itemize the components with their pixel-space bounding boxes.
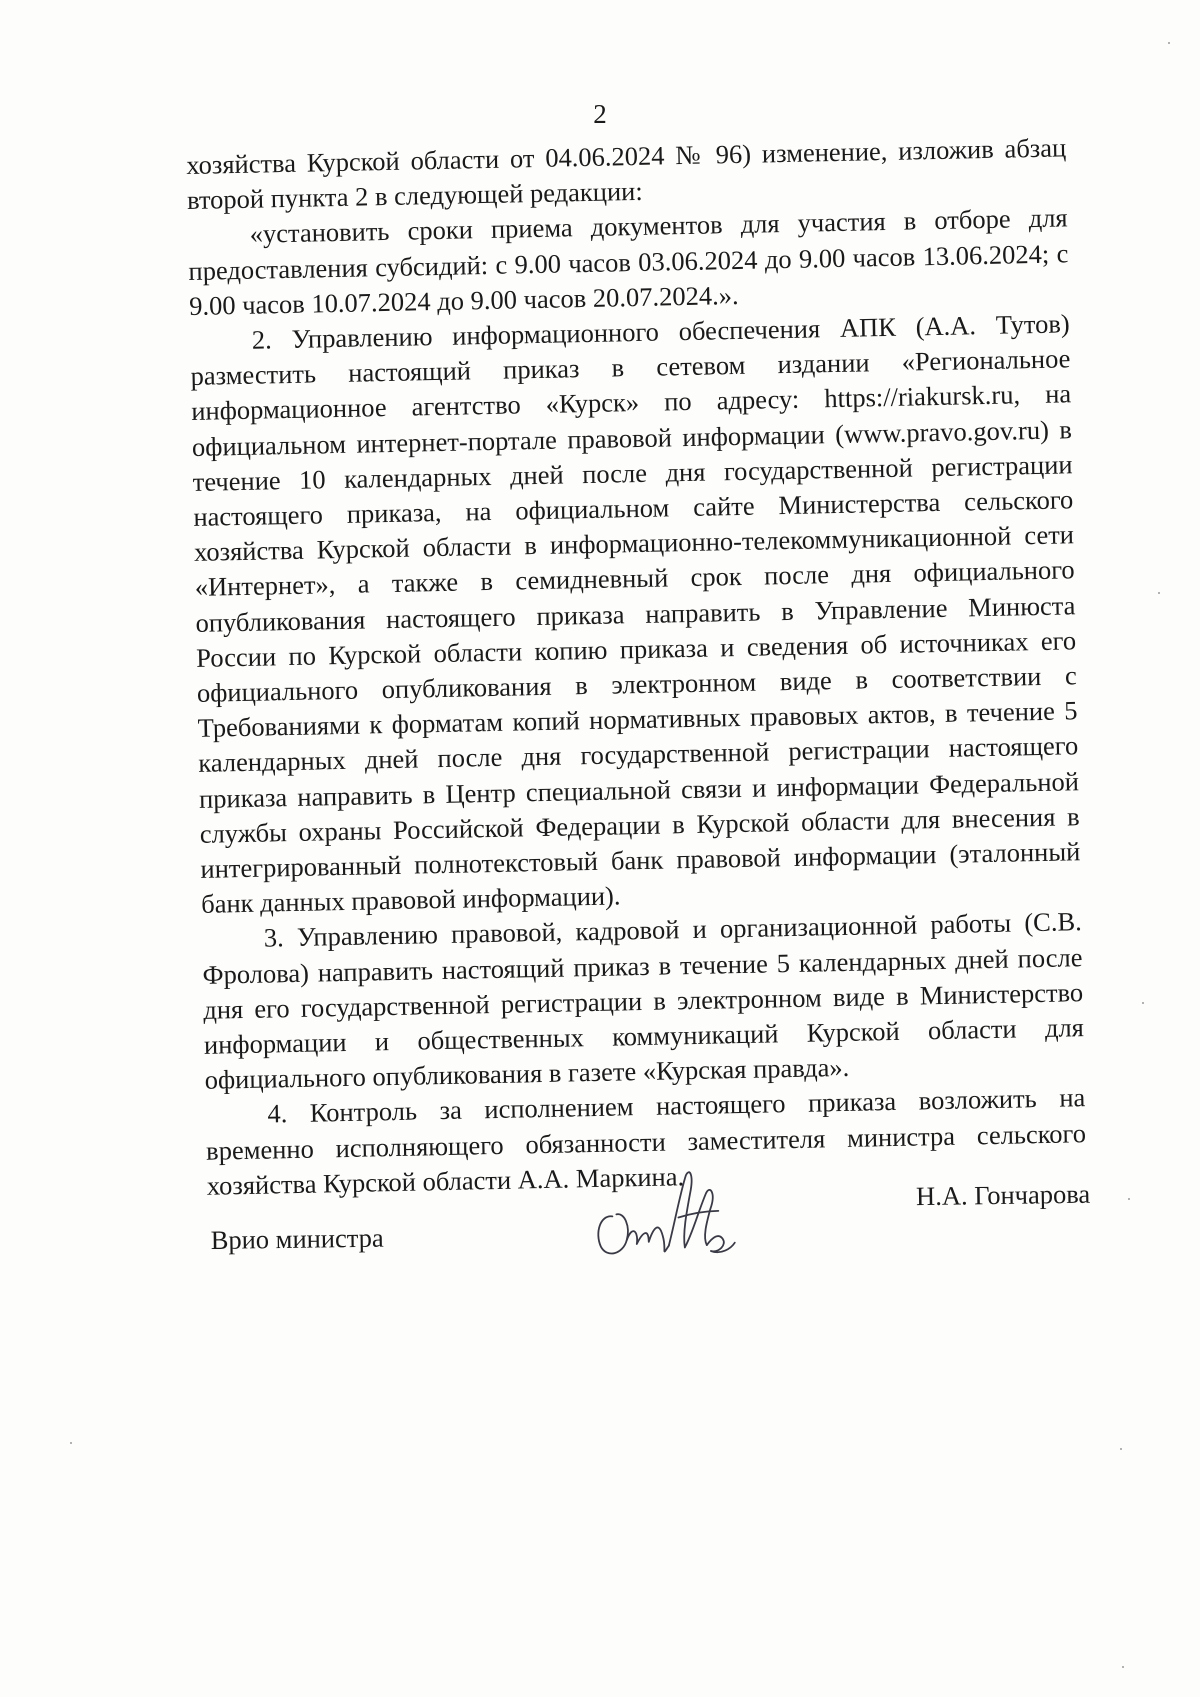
signatory-title: Врио министра (210, 1222, 384, 1255)
scan-speck (1122, 1666, 1124, 1668)
signatory-name: Н.А. Гончарова (915, 1178, 1091, 1212)
scan-speck (1142, 1002, 1144, 1004)
signature-block (210, 1178, 1092, 1310)
scan-speck (1128, 1198, 1130, 1200)
paragraph-item-4: 4. Контроль за исполнением настоящего приказа возложить на временно исполняющего обязанности заместителя министра сельского хозяйства Курской области А.А. Маркина. (205, 1082, 1087, 1201)
paragraph-item-3: 3. Управлению правовой, кадровой и организационной работы (С.В. Фролова) направить настоящий приказ в течение 5 календарных дней после дня его государственной регистрации в электронном виде в Министерство информации и общественных коммуникаций Курской области для официального опубликования в газете «Курская правда». (202, 906, 1085, 1096)
scan-speck (1158, 592, 1160, 594)
scan-speck (1168, 42, 1170, 44)
paragraph-continuation: хозяйства Курской области от 04.06.2024 № 96) изменение, изложив абзац второй пункта 2 в следующей редакции: (186, 132, 1067, 216)
paragraph-item-2: 2. Управлению информационного обеспечения АПК (А.А. Тутов) разместить настоящий приказ в сетевом издании «Региональное информационное агентство «Курск» по адресу: https://riakursk.ru, на официальном интернет-портале правовой информации (www.pravo.gov.ru) в течение 10 календарных дней после дня государственной регистрации настоящего приказа, на официальном сайте Министерства сельского хозяйства Курской области в информационно-телекоммуникационной сети «Интернет», а также в семидневный срок после дня официального опубликования настоящего приказа направить в Управление Минюста России по Курской области копию приказа и сведения об источниках его официального опубликования в электронном виде в соответствии с Требованиями к форматам копий нормативных правовых актов, в течение 5 календарных дней после дня государственной регистрации настоящего приказа направить в Центр специальной связи и информации Федеральной службы охраны Российской Федерации в Курской области для внесения в интегрированный полнотекстовый банк правовой информации (эталонный банк данных правовой информации). (190, 308, 1081, 920)
page-number: 2 (593, 99, 607, 129)
paragraph-quoted-amendment: «установить сроки приема документов для участия в отборе для предоставления субсидий: с 9.00 часов 03.06.2024 до 9.00 часов 13.06.2024; с 9.00 часов 10.07.2024 до 9.00 часов 20.07.2024.». (188, 202, 1069, 321)
document-body (186, 130, 1087, 1204)
scan-speck (1120, 1448, 1122, 1450)
handwritten-signature (582, 1152, 754, 1274)
scan-speck (70, 1442, 72, 1444)
